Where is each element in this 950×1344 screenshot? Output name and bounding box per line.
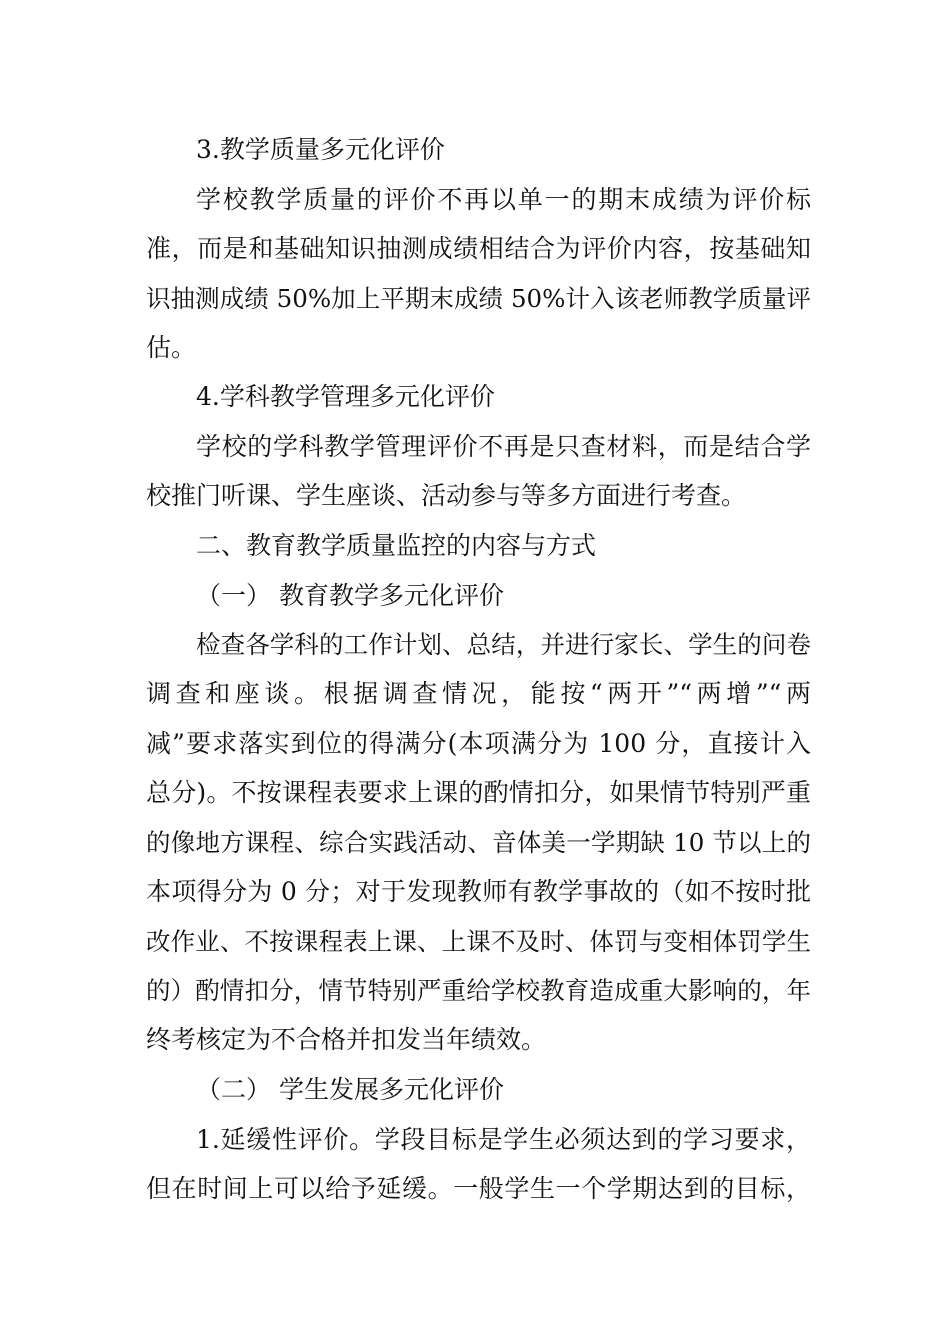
paragraph-line: 的）酌情扣分，情节特别严重给学校教育造成重大影响的，年 bbox=[146, 976, 811, 1005]
paragraph-line: 但在时间上可以给予延缓。一般学生一个学期达到的目标， bbox=[146, 1174, 811, 1203]
paragraph-line: 调查和座谈。根据调查情况，能按“两开”“两增”“两 bbox=[146, 679, 811, 708]
paragraph-line: 的像地方课程、综合实践活动、音体美一学期缺 10 节以上的 bbox=[146, 828, 811, 857]
paragraph-line: 估。 bbox=[146, 333, 197, 362]
section-heading-monitoring: 二、教育教学质量监控的内容与方式 bbox=[196, 531, 597, 560]
paragraph-line: 总分)。不按课程表要求上课的酌情扣分，如果情节特别严重 bbox=[146, 778, 811, 807]
subheading-student-development: （二） 学生发展多元化评价 bbox=[196, 1075, 504, 1104]
paragraph-line: 检查各学科的工作计划、总结，并进行家长、学生的问卷 bbox=[196, 630, 811, 659]
subheading-education-evaluation: （一） 教育教学多元化评价 bbox=[196, 581, 504, 610]
paragraph-line: 终考核定为不合格并扣发当年绩效。 bbox=[146, 1025, 547, 1054]
paragraph-line: 1.延缓性评价。学段目标是学生必须达到的学习要求， bbox=[196, 1125, 811, 1154]
paragraph-line: 学校教学质量的评价不再以单一的期末成绩为评价标 bbox=[196, 185, 811, 214]
paragraph-line: 改作业、不按课程表上课、上课不及时、体罚与变相体罚学生 bbox=[146, 927, 811, 956]
paragraph-line: 准，而是和基础知识抽测成绩相结合为评价内容，按基础知 bbox=[146, 234, 811, 263]
paragraph-line: 识抽测成绩 50%加上平期末成绩 50%计入该老师教学质量评 bbox=[146, 284, 811, 313]
paragraph-line: 校推门听课、学生座谈、活动参与等多方面进行考查。 bbox=[146, 481, 747, 510]
heading-teaching-quality-evaluation: 3.教学质量多元化评价 bbox=[196, 135, 445, 164]
paragraph-line: 本项得分为 0 分；对于发现教师有教学事故的（如不按时批 bbox=[146, 877, 811, 906]
paragraph-line: 减”要求落实到位的得满分(本项满分为 100 分，直接计入 bbox=[146, 729, 811, 758]
paragraph-line: 学校的学科教学管理评价不再是只查材料，而是结合学 bbox=[196, 432, 811, 461]
heading-subject-management-evaluation: 4.学科教学管理多元化评价 bbox=[196, 382, 495, 411]
